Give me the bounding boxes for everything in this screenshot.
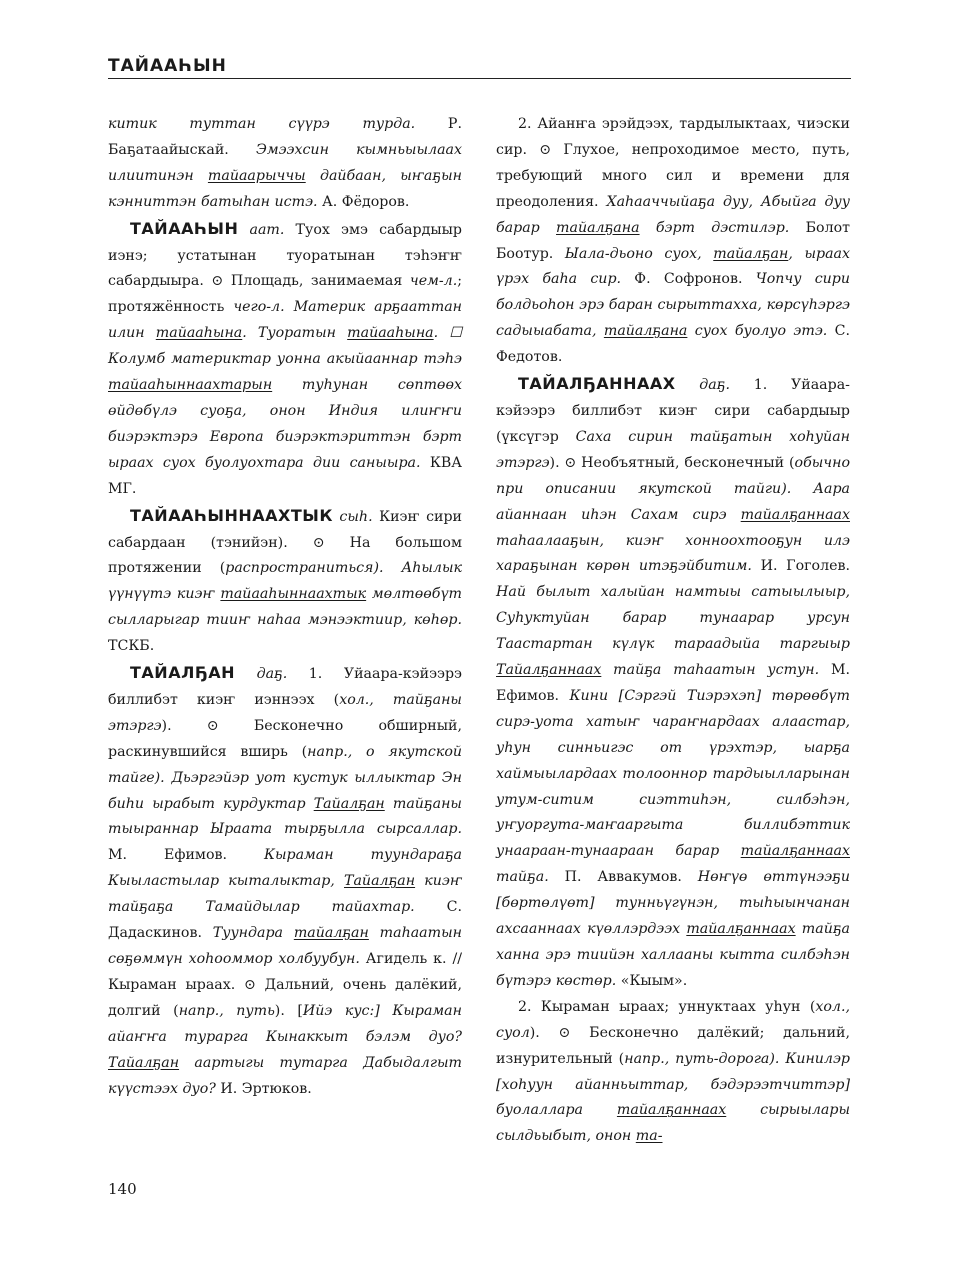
headword: ТАЙААҺЫН xyxy=(130,218,239,238)
headword: ТАЙАЛҔАННААХ xyxy=(518,374,676,394)
entry-tayaahyn: ТАЙААҺЫН аат. Туох эмэ сабардыыр иэнэ; устатынан туоратынан тэһэҥҥ сабардыыра. ⊙ Площадь, занимаемая чем-л.; протяжённость чего-л. Материк арҕааттан илин тайааһына. Туоратын тайааһына. ☐ Колумб материктар уонна акыйааннар тэһэ тайааһыннаахтарын туһунан сөптөөх өйдөбүлэ суоҕа, онон Индия илиҥҥи биэрэктэрэ Европа биэрэктэриттэн бэрт ыраах суох буолуохтара дии саныыра. КВА МГ. xyxy=(108,218,463,497)
right-column xyxy=(496,112,850,1150)
entry-tayalgannaakh: ТАЙАЛҔАННААХ даҕ. 1. Уйаара-кэйээрэ биллибэт киэҥ сири сабардыыр (үксүгэр Саха сирин тайҕатын хоһуйан этэргэ). ⊙ Необъятный, бесконечный (обычно при описании якутской тайги). Аара айаннаан иһэн Сахам сирэ тайалҕаннаах таһаалааҕын, киэҥ хонноохтооҕун илэ хараҕынан көрөн итэҕэйбитим. И. Гоголев. Най былыт халыйан намтыы сатыылыыр, Суһуктуйан барар тунаарар урсун Таастартан күлүк тараадыйа таргыыр Тайалҕаннаах тайҕа таһаатын устун. М. Ефимов. Кини [Сэргэй Тиэрэхэп] төрөөбүт сирэ-уота хатыҥ чараҥнардаах алаастар, уһун синньигэс от үрэхтэр, ыарҕа хаймыылардаах толооннор тардыылларынан утум-ситим сиэттиһэн, силбэһэн, уҥуоргута-маҥааргыта биллибэттик унаараан-тунаараан барар тайалҕаннаах тайҕа. П. Аввакумов. Нөҥүө өттүнээҕи [бөртөлүөт] тунньүгүнэн, тыһыынчанан ахсааннаах күөллэрдээх тайалҕаннаах тайҕа ханна эрэ тиийэн халлааны кытта силбэһэн бүтэрэ көстөр. «Кыым». xyxy=(496,374,851,989)
entry-tayalgan-sense-2: 2. Айанҥа эрэйдээх, тардылыктаах, чиэски сир. ⊙ Глухое, непроходимое место, путь, требующий много сил и времени для преодоления. Хаһааччыйаҕа дуу, Абыйга дуу барар тайалҕана бэрт дэстилэр. Болот Боотур. Ыала-дьоно суох, тайалҕан, ыраах үрэх баһа сир. Ф. Софронов. Чопчу сири болдьоһон эрэ баран сырыттахха, көрсүһэргэ садыыабата, тайалҕана суох буолуо этэ. С. Федотов. xyxy=(496,116,851,366)
entry-continuation: китик туттан сүүрэ турда. Р. Баҕатаайыскай. Эмээхсин кымньыылаах илиитинэн тайаарыччы дайбаан, ыҥаҕын кэнниттэн батыһан истэ. А. Фёдоров. xyxy=(108,116,462,210)
entry-tayaahynnaakhtyk: ТАЙААҺЫННААХТЫК сыһ. Киэҥ сири сабардаан (тэнийэн). ⊙ На большом протяжении (распространиться). Аһылык үүнүүтэ киэҥ тайааһыннаахтык мөлтөөбүт сылларыгар тииҥ наһаа мэнээктиир, көһөр. ТСКБ. xyxy=(108,505,463,655)
left-column xyxy=(108,112,462,1102)
page-number: 140 xyxy=(108,1180,137,1198)
header-rule xyxy=(108,78,851,79)
running-head: ТАЙААҺЫН xyxy=(108,56,227,76)
entry-tayalgan: ТАЙАЛҔАН даҕ. 1. Уйаара-кэйээрэ биллибэт киэҥ иэннээх (хол., тайҕаны этэргэ). ⊙ Бесконечно обширный, раскинувшийся вширь (напр., о якутской тайге). Дьэргэйэр уот кустук ыллыктар Эн биһи ырабыт курдуктар Тайалҕан тайҕаны тыыраннар Ыраата тырҕылла сырсаллар. М. Ефимов. Кыраман туундараҕа Кыыластылар кыталыктар, Тайалҕан киэҥ тайҕаҕа Тамайдылар тайахтар. С. Дадаскинов. Туундара тайалҕан таһаатын сөҕөммүн хоһооммор холбуубун. Агидель к. // Кыраман ыраах. ⊙ Дальний, очень далёкий, долгий (напр., путь). [Ийэ кус:] Кыраман айаҥҥа турарга Кынаккыт бэлэм дуо? Тайалҕан аартыгы тутарга Дабыдалгыт күүстээх дуо? И. Эртюков. xyxy=(108,663,462,1097)
headword: ТАЙАЛҔАН xyxy=(130,663,236,683)
headword: ТАЙААҺЫННААХТЫК xyxy=(130,505,333,525)
entry-tayalgannaakh-sense-2: 2. Кыраман ыраах; уннуктаах уһун (хол., суол). ⊙ Бесконечно далёкий; дальний, изнурительный (напр., путь-дорога). Кинилэр [хоһуун айанньыттар, бэдэрээтчиттэр] буолаллара тайалҕаннаах сырыылары сылдьыбыт, онон та- xyxy=(496,998,850,1145)
